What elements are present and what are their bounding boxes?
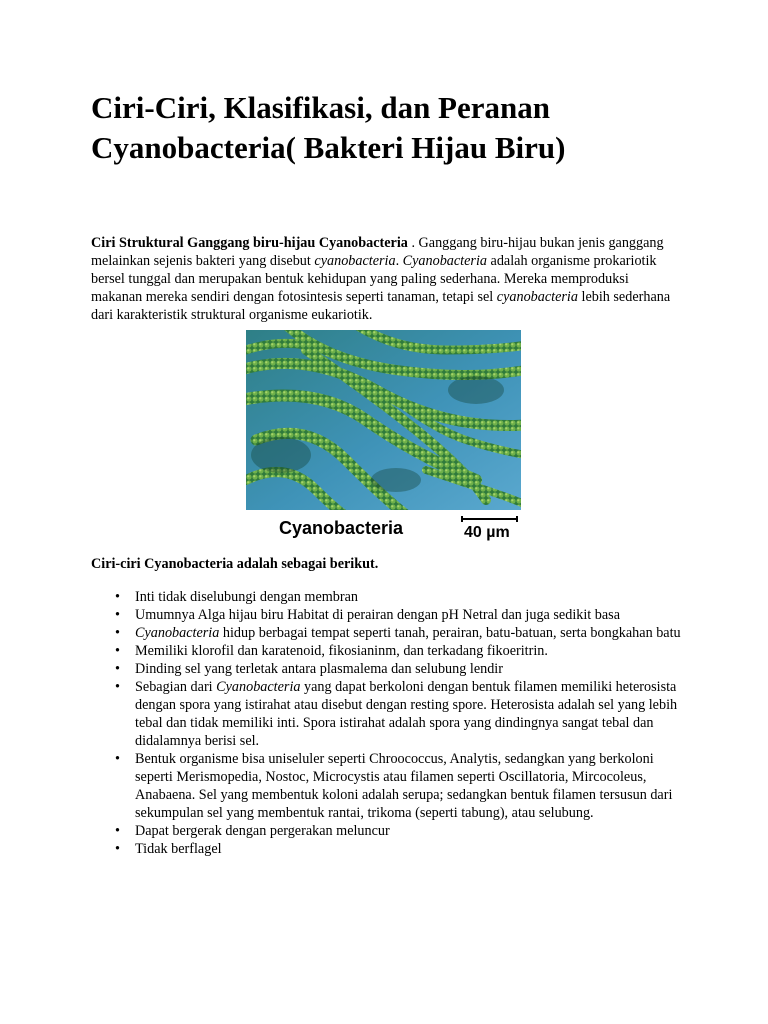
scale-bar — [461, 512, 518, 542]
intro-italic-2: Cyanobacteria — [402, 253, 487, 269]
scale-bar-label: 40 µm — [464, 524, 510, 541]
intro-text-1: . Ganggang biru-hijau bukan jenis ganggang melainkan sejenis bakteri yang disebut — [91, 235, 664, 269]
intro-italic-3: cyanobacteria — [496, 289, 578, 305]
list-item — [135, 624, 681, 642]
features-heading: Ciri-ciri Cyanobacteria adalah sebagai berikut. — [91, 556, 379, 572]
list-item-text: hidup berbagai tempat seperti tanah, perairan, batu-batuan, serta bongkahan batu — [219, 625, 681, 641]
document-page — [91, 88, 681, 857]
cyanobacteria-figure — [246, 330, 521, 545]
list-item: • Dinding sel yang terletak antara plasmalema dan selubung lendir — [135, 660, 681, 678]
scale-bar-line — [461, 516, 518, 522]
list-item: • Bentuk organisme bisa uniseluler seperti Chroococcus, Analytis, sedangkan yang berkoloni seperti Merismopedia, Nostoc, Microcystis atau filamen seperti Oscillatoria, Mircocoleus, Anabaena. Sel yang membentuk koloni adalah serupa; sedangkan bentuk filamen tersusun dari sekumpulan sel yang membentuk rantai, trikoma (seperti tabung), atau selubung. — [135, 750, 681, 822]
title-line-1: Ciri-Ciri, Klasifikasi, dan Peranan — [91, 90, 550, 125]
intro-text-4: lebih sederhana dari karakteristik struktural organisme eukariotik. — [91, 289, 671, 323]
figure-caption: Cyanobacteria — [279, 518, 404, 538]
intro-text-3: adalah organisme prokariotik bersel tunggal dan merupakan bentuk kehidupan yang paling sederhana. Mereka memproduksi makanan mereka sendiri dengan fotosintesis seperti tanaman, tetapi sel — [91, 253, 657, 305]
intro-text-2: . — [395, 253, 403, 269]
intro-italic-1: cyanobacteria — [314, 253, 396, 269]
list-item: • Umumnya Alga hijau biru Habitat di perairan dengan pH Netral dan juga sedikit basa — [135, 606, 681, 624]
list-item: • Inti tidak diselubungi dengan membran — [135, 588, 681, 606]
cyanobacteria-micrograph — [246, 330, 521, 510]
list-item: • Memiliki klorofil dan karatenoid, fikosianinm, dan terkadang fikoeritrin. — [135, 642, 681, 660]
intro-paragraph — [91, 234, 681, 324]
page-title — [91, 88, 681, 168]
list-item: • Tidak berflagel — [135, 840, 681, 858]
list-item-italic: Cyanobacteria — [135, 625, 220, 641]
list-item-text: Sebagian dari — [135, 679, 217, 695]
list-item: • Dapat bergerak dengan pergerakan meluncur — [135, 822, 681, 840]
list-item — [135, 678, 681, 750]
list-item-text: yang dapat berkoloni dengan bentuk filamen memiliki heterosista dengan spora yang istirahat atau disebut dengan resting spore. Heterosista adalah sel yang lebih tebal dan tidak memiliki inti. Spora istirahat adalah spora yang dindingnya sangat tebal dan didalamnya berisi sel. — [135, 679, 678, 749]
features-list — [91, 588, 681, 858]
list-item-italic: Cyanobacteria — [216, 679, 301, 695]
intro-bold-lead: Ciri Struktural Ganggang biru-hijau Cyanobacteria — [91, 235, 408, 251]
figure-caption-row — [246, 510, 521, 545]
title-line-2: Cyanobacteria( Bakteri Hijau Biru) — [91, 130, 566, 165]
